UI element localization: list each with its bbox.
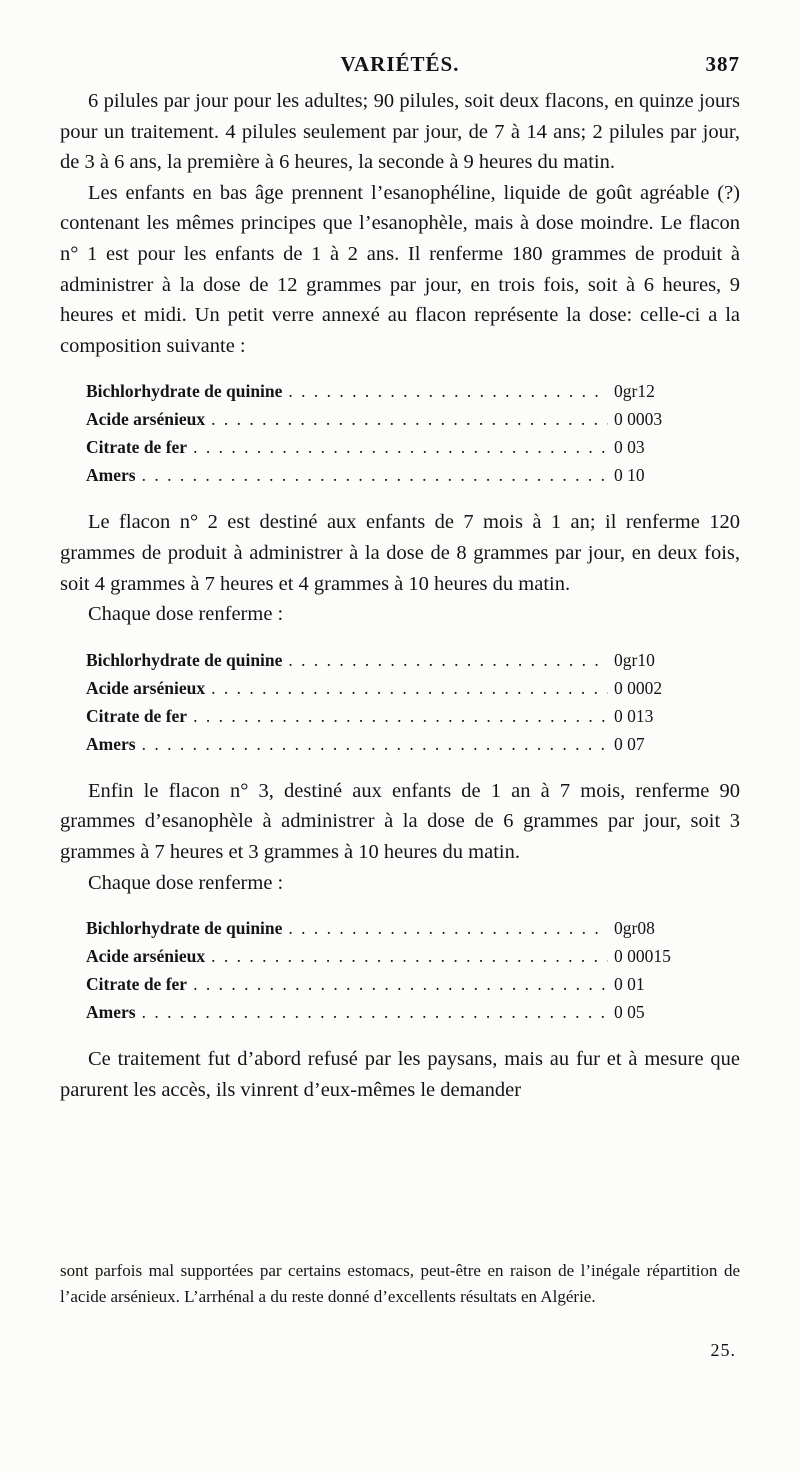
leader-dots	[211, 674, 608, 702]
paragraph-chaque-dose-2: Chaque dose renferme :	[88, 871, 284, 894]
ingredient-name: Amers	[86, 733, 136, 754]
running-head	[60, 46, 740, 86]
ingredient-name: Citrate de fer	[86, 437, 188, 458]
leader-dots	[142, 730, 608, 758]
ingredient-dose: 0 0003	[614, 409, 663, 430]
paragraph-flacon-2: Le flacon n° 2 est destiné aux enfants de 7 mois à 1 an; il renferme 120 grammes de produit à administrer à la dose de 8 grammes par jour, en deux fois, soit 4 grammes à 7 heures et 4 grammes à 10 heures du matin.	[60, 511, 740, 595]
leader-dots	[193, 702, 608, 730]
table-row	[86, 405, 710, 433]
composition-table-1	[86, 377, 710, 489]
table-row	[86, 377, 710, 405]
ingredient-name: Citrate de fer	[86, 705, 188, 726]
ingredient-name: Bichlorhydrate de quinine	[86, 649, 283, 670]
leader-dots	[288, 914, 608, 942]
page	[60, 46, 740, 1105]
paragraph-dosage-adults: 6 pilules par jour pour les adultes; 90 pilules, soit deux flacons, en quinze jours pour un traitement. 4 pilules seulement par jour, de 7 à 14 ans; 2 pilules par jour, de 3 à 6 ans, la première à 6 heures, la seconde à 9 heures du matin.	[60, 90, 740, 174]
ingredient-name: Acide arsénieux	[86, 946, 206, 967]
leader-dots	[193, 433, 608, 461]
ingredient-dose: 0 03	[614, 437, 645, 458]
leader-dots	[211, 405, 608, 433]
composition-table-3	[86, 914, 710, 1026]
paragraph-flacon-3: Enfin le flacon n° 3, destiné aux enfants de 1 an à 7 mois, renferme 90 grammes d’esanophèle à administrer à la dose de 6 grammes par jour, soit 3 grammes à 7 heures et 3 grammes à 10 heures du matin.	[60, 779, 740, 863]
leader-dots	[288, 646, 608, 674]
ingredient-name: Amers	[86, 465, 136, 486]
ingredient-dose: 0gr08	[614, 918, 655, 939]
ingredient-name: Amers	[86, 1002, 136, 1023]
ingredient-name: Bichlorhydrate de quinine	[86, 381, 283, 402]
ingredient-dose: 0 00015	[614, 946, 671, 967]
table-row	[86, 674, 710, 702]
signature-mark: 25.	[710, 1340, 736, 1360]
table-row	[86, 433, 710, 461]
leader-dots	[193, 970, 608, 998]
table-row	[86, 702, 710, 730]
ingredient-dose: 0 10	[614, 465, 645, 486]
table-row	[86, 914, 710, 942]
ingredient-dose: 0 013	[614, 705, 654, 726]
ingredient-dose: 0gr12	[614, 381, 655, 402]
table-row	[86, 461, 710, 489]
ingredient-dose: 0gr10	[614, 649, 655, 670]
leader-dots	[288, 377, 608, 405]
ingredient-name: Citrate de fer	[86, 974, 188, 995]
ingredient-name: Acide arsénieux	[86, 677, 206, 698]
ingredient-dose: 0 01	[614, 974, 645, 995]
leader-dots	[142, 461, 608, 489]
ingredient-dose: 0 07	[614, 733, 645, 754]
composition-table-2	[86, 646, 710, 758]
table-row	[86, 730, 710, 758]
leader-dots	[142, 998, 608, 1026]
ingredient-name: Acide arsénieux	[86, 409, 206, 430]
table-row	[86, 970, 710, 998]
paragraph-traitement: Ce traitement fut d’abord refusé par les paysans, mais au fur et à mesure que parurent les accès, ils vinrent d’eux-mêmes le demander	[60, 1048, 740, 1101]
table-row	[86, 998, 710, 1026]
page-title: VARIÉTÉS.	[340, 52, 460, 76]
table-row	[86, 646, 710, 674]
paragraph-chaque-dose: Chaque dose renferme :	[88, 603, 284, 626]
ingredient-dose: 0 0002	[614, 677, 663, 698]
footnote: sont parfois mal supportées par certains estomacs, peut-être en raison de l’inégale répartition de l’acide arsénieux. L’arrhénal a du reste donné d’excellents résultats en Algérie.	[60, 1261, 740, 1306]
table-row	[86, 942, 710, 970]
ingredient-name: Bichlorhydrate de quinine	[86, 918, 283, 939]
ingredient-dose: 0 05	[614, 1002, 645, 1023]
leader-dots	[211, 942, 608, 970]
page-number: 387	[705, 52, 740, 76]
paragraph-esanopheline: Les enfants en bas âge prennent l’esanophéline, liquide de goût agréable (?) contenant les mêmes principes que l’esanophèle, mais à dose moindre. Le flacon n° 1 est pour les enfants de 1 à 2 ans. Il renferme 180 grammes de produit à administrer à la dose de 12 grammes par jour, en trois fois, soit à 6 heures, 9 heures et midi. Un petit verre annexé au flacon représente la dose: celle-ci a la composition suivante :	[60, 181, 740, 357]
